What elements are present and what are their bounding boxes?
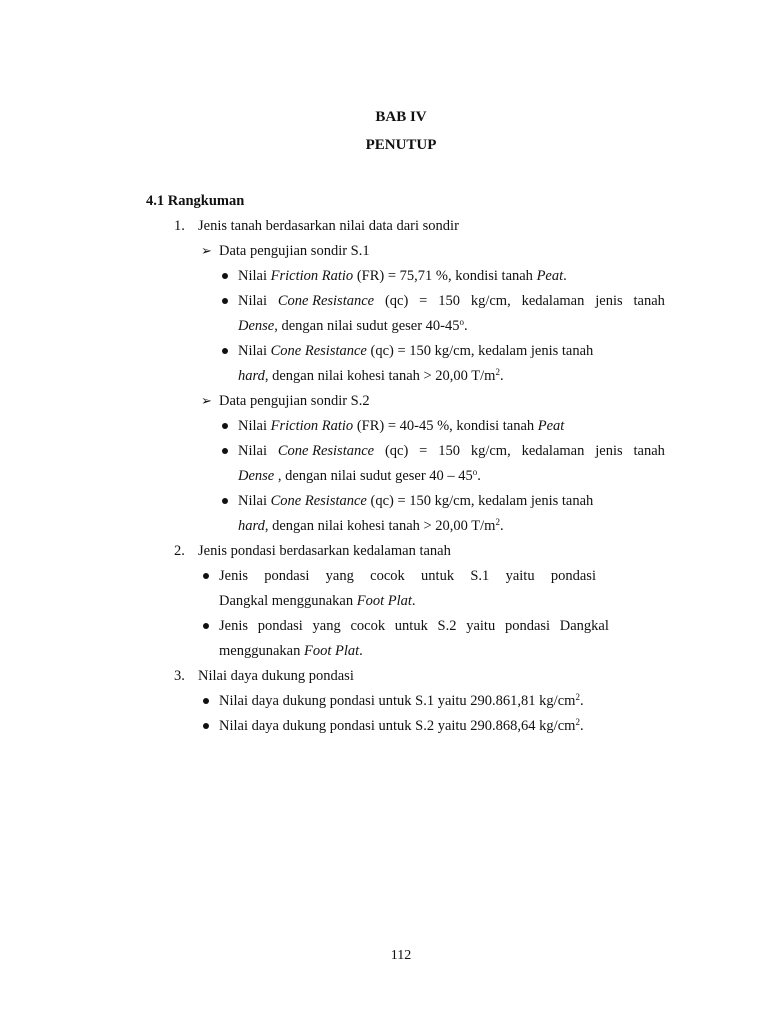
item-text: Nilai daya dukung pondasi <box>198 668 354 684</box>
bullet-text: Nilai daya dukung pondasi untuk S.1 yaitu 290.861,81 $kg/cm^2$. <box>219 692 584 709</box>
bullet-icon <box>203 723 209 729</box>
arrow-bullet-icon: ➢ <box>201 393 212 408</box>
bullet-text-continued: menggunakan Foot Plat. <box>219 643 363 659</box>
bullet-icon <box>222 348 228 354</box>
bullet-text: Nilai Friction Ratio (FR) = 75,71 %, kondisi tanah Peat. <box>238 268 567 284</box>
item-number: 2. <box>174 543 185 559</box>
chapter-title: PENUTUP <box>365 137 437 153</box>
bullet-text-continued: Dense, dengan nilai sudut geser 40-45$^o$. <box>238 317 468 334</box>
bullet-text-continued: hard, dengan nilai kohesi tanah > 20,00 $T/m^2$. <box>238 517 504 534</box>
arrow-bullet-icon: ➢ <box>201 243 212 258</box>
bullet-text-continued: hard, dengan nilai kohesi tanah > 20,00 $T/m^2$. <box>238 367 504 384</box>
bullet-text-continued: Dangkal menggunakan Foot Plat. <box>219 593 416 609</box>
group-heading: Data pengujian sondir S.1 <box>219 243 370 259</box>
bullet-text-justified: Nilai Cone Resistance (qc) = 150 kg/cm, kedalaman jenis tanah <box>238 293 665 309</box>
bullet-icon <box>222 498 228 504</box>
bullet-icon <box>203 573 209 579</box>
item-text: Jenis tanah berdasarkan nilai data dari sondir <box>198 218 459 234</box>
bullet-text: Nilai daya dukung pondasi untuk S.2 yaitu 290.868,64 $kg/cm^2$. <box>219 717 584 734</box>
chapter-number: BAB IV <box>375 109 427 125</box>
bullet-icon <box>222 273 228 279</box>
bullet-text-continued: Dense , dengan nilai sudut geser 40 – 45$^o$. <box>238 467 481 484</box>
bullet-icon <box>203 623 209 629</box>
item-number: 3. <box>174 668 185 684</box>
bullet-text: Nilai Cone Resistance (qc) = 150 kg/cm, kedalam jenis tanah <box>238 493 594 509</box>
bullet-text-justified: Nilai Cone Resistance (qc) = 150 kg/cm, kedalaman jenis tanah <box>238 443 665 459</box>
bullet-icon <box>222 423 228 429</box>
item-text: Jenis pondasi berdasarkan kedalaman tanah <box>198 543 451 559</box>
bullet-icon <box>222 298 228 304</box>
bullet-text-justified: Jenis pondasi yang cocok untuk S.1 yaitu pondasi <box>219 568 596 584</box>
section-heading: 4.1 Rangkuman <box>146 193 245 209</box>
item-number: 1. <box>174 218 185 234</box>
bullet-icon <box>203 698 209 704</box>
bullet-text: Nilai Cone Resistance (qc) = 150 kg/cm, kedalam jenis tanah <box>238 343 594 359</box>
page-number: 112 <box>390 948 412 963</box>
bullet-text-justified: Jenis pondasi yang cocok untuk S.2 yaitu pondasi Dangkal <box>219 618 609 634</box>
group-heading: Data pengujian sondir S.2 <box>219 393 370 409</box>
bullet-text: Nilai Friction Ratio (FR) = 40-45 %, kondisi tanah Peat <box>238 418 565 434</box>
bullet-icon <box>222 448 228 454</box>
